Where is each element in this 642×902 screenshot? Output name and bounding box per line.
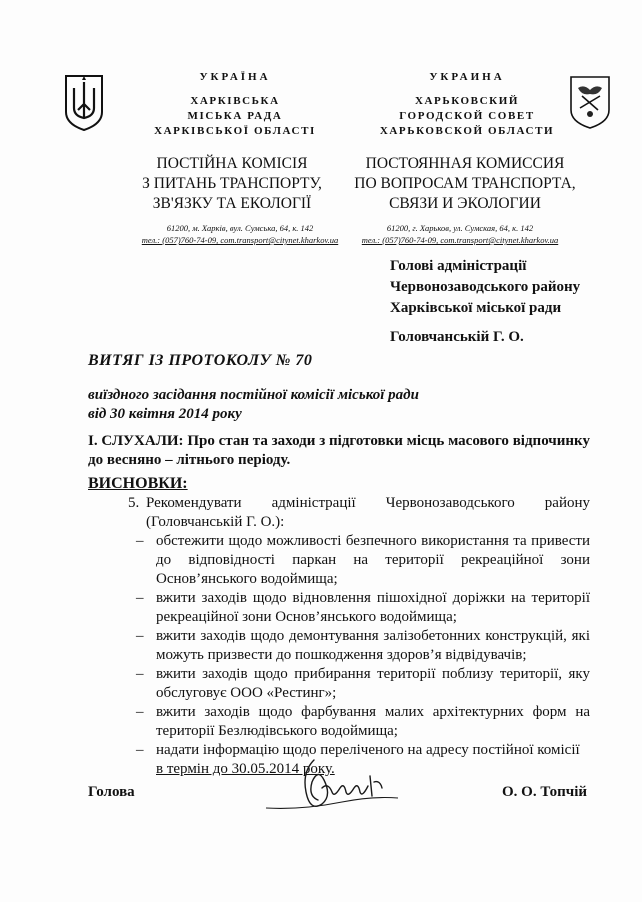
right-address-block bbox=[340, 222, 580, 246]
document-title: ВИТЯГ ІЗ ПРОТОКОЛУ № 70 bbox=[88, 352, 313, 369]
addressee-name: Головчанській Г. О. bbox=[390, 329, 524, 345]
heard-paragraph bbox=[88, 432, 590, 470]
deadline-text: в термін до 30.05.2014 року. bbox=[156, 761, 335, 777]
left-commission-line1: ПОСТІЙНА КОМІСІЯ bbox=[156, 155, 308, 172]
right-council bbox=[352, 94, 582, 139]
heard-text: Про стан та заходи з підготовки місць масового відпочинку до весняно – літнього періоду. bbox=[88, 433, 590, 468]
item-text: Рекомендувати адміністрації Червонозаводського району (Головчанській Г. О.): bbox=[146, 495, 590, 530]
item-number: 5. bbox=[128, 495, 140, 511]
right-commission bbox=[340, 154, 590, 214]
left-commission-line3: ЗВ'ЯЗКУ ТА ЕКОЛОГІЇ bbox=[152, 195, 312, 212]
right-council-line3: ХАРЬКОВСКОЙ ОБЛАСТИ bbox=[379, 125, 555, 137]
handwritten-signature bbox=[262, 752, 402, 822]
left-commission-line2: З ПИТАНЬ ТРАНСПОРТУ, bbox=[142, 175, 322, 192]
right-commission-line1: ПОСТОЯННАЯ КОМИССИЯ bbox=[365, 155, 565, 172]
left-council-line2: МІСЬКА РАДА bbox=[187, 110, 283, 122]
conclusions-bullets bbox=[136, 532, 590, 779]
left-country: УКРАЇНА bbox=[199, 71, 271, 83]
bullet-dash: – bbox=[136, 704, 144, 720]
bullet-text: вжити заходів щодо прибирання території поблизу території, яку обслуговує ООО «Рестинг»; bbox=[156, 666, 590, 701]
right-contacts: тел.: (057)760-74-09, com.transport@citynet.kharkov.ua bbox=[361, 235, 559, 245]
left-council-line1: ХАРКІВСЬКА bbox=[190, 95, 280, 107]
list-item bbox=[136, 589, 590, 627]
right-address: 61200, г. Харьков, ул. Сумская, 64, к. 142 bbox=[386, 223, 534, 233]
conclusions-title: ВИСНОВКИ: bbox=[88, 475, 188, 492]
bullet-dash: – bbox=[136, 590, 144, 606]
left-contacts: тел.: (057)760-74-09, com.transport@citynet.kharkov.ua bbox=[141, 235, 339, 245]
bullet-text: вжити заходів щодо демонтування залізобетонних конструкцій, які можуть призвести до пошкодження здоров’я відвідувачів; bbox=[156, 628, 590, 663]
left-address-block bbox=[120, 222, 360, 246]
bullet-text: вжити заходів щодо відновлення пішохідної доріжки на території рекреаційної зони Основ’янського водоймища; bbox=[156, 590, 590, 625]
addressee-line3: Харківської міської ради bbox=[390, 300, 562, 316]
right-commission-line2: ПО ВОПРОСАМ ТРАНСПОРТА, bbox=[354, 175, 576, 192]
list-item bbox=[136, 665, 590, 703]
left-commission bbox=[112, 154, 352, 214]
left-address: 61200, м. Харків, вул. Сумська, 64, к. 142 bbox=[166, 223, 314, 233]
bullet-text: вжити заходів щодо фарбування малих архітектурних форм на території Безлюдівського водоймища; bbox=[156, 704, 590, 739]
right-council-line2: ГОРОДСКОЙ СОВЕТ bbox=[399, 110, 535, 122]
heard-label: І. СЛУХАЛИ: bbox=[88, 433, 184, 449]
conclusions-item bbox=[128, 494, 590, 532]
list-item bbox=[136, 532, 590, 589]
right-commission-line3: СВЯЗИ И ЭКОЛОГИИ bbox=[389, 195, 541, 212]
addressee-line2: Червонозаводського району bbox=[390, 279, 581, 295]
session-line1: виїздного засідання постійної комісії міської ради bbox=[88, 387, 419, 403]
signature-role: Голова bbox=[88, 784, 135, 800]
left-council-line3: ХАРКІВСЬКОЇ ОБЛАСТІ bbox=[154, 125, 316, 137]
signature-name: О. О. Топчій bbox=[502, 784, 588, 800]
right-council-line1: ХАРЬКОВСКИЙ bbox=[414, 95, 520, 107]
bullet-dash: – bbox=[136, 666, 144, 682]
session-block bbox=[88, 386, 528, 424]
bullet-text: надати інформацію щодо переліченого на адресу постійної комісії bbox=[156, 742, 580, 758]
bullet-dash: – bbox=[136, 742, 144, 758]
bullet-dash: – bbox=[136, 533, 144, 549]
recommendation-paragraph bbox=[128, 494, 590, 532]
left-council bbox=[130, 94, 340, 139]
right-country: УКРАИНА bbox=[429, 71, 505, 83]
bullet-dash: – bbox=[136, 628, 144, 644]
bullet-list bbox=[136, 532, 590, 779]
list-item bbox=[136, 703, 590, 741]
trident-emblem-icon bbox=[62, 74, 106, 132]
list-item bbox=[136, 627, 590, 665]
session-line2: від 30 квітня 2014 року bbox=[88, 406, 242, 422]
addressee-line1: Голові адміністрації bbox=[390, 258, 527, 274]
bullet-text: обстежити щодо можливості безпечного використання та привести до відповідності паркан на території рекреаційної зони Основ’янського водоймища; bbox=[156, 533, 590, 587]
addressee-block bbox=[390, 256, 630, 319]
